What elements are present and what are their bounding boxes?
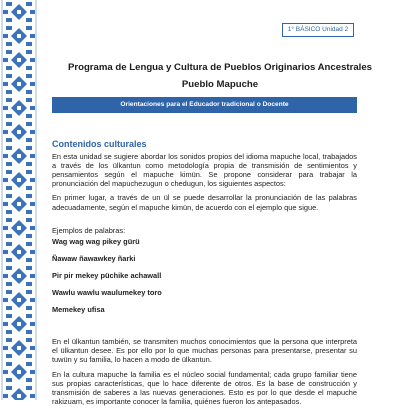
section-title: Contenidos culturales [52,139,147,149]
people-title: Pueblo Mapuche [181,79,259,90]
decorative-border [0,0,38,400]
example-word: Pir pir mekey püchike achawall [52,270,162,280]
grade-unit-badge: 1° BÁSICO Unidad 2 [282,23,354,37]
example-word: Wawlu wawlu waulumekey toro [52,288,162,298]
paragraph: En la cultura mapuche la familia es el núcleo social fundamental; cada grupo familiar tiene sus propias características, que lo hace diferente de otros. Es la base de construcción y transmisión de saberes a las nuevas generaciones. Esto es por lo que desde el mapuche rakizuam, es importante conocer la familia, quiénes fueron los antepasados. [52,369,357,406]
main-content [52,118,357,411]
examples-label: Ejemplos de palabras: [52,225,126,235]
program-title: Programa de Lengua y Cultura de Pueblos Originarios Ancestrales [67,62,373,73]
example-word: Ñawaw ñawawkey ñarki [52,253,136,263]
paragraph: En primer lugar, a través de un ül se puede desarrollar la pronunciación de las palabras adecuadamente, según el mapuche kimün, de acuerdo con el ejemplo que sigue. [52,193,357,212]
paragraph: En el ülkantun también, se transmiten muchos conocimientos que la persona que interpreta el ülkantun desee. Es por ello por lo que muchas personas para presentarse, presentar su tuwün y su familia, lo hacen a modo de ülkantun. [52,337,357,365]
example-word: Memekey ufisa [52,305,105,315]
mapuche-pattern-icon [0,0,38,400]
guidance-banner: Orientaciones para el Educador tradicional o Docente [52,97,357,113]
example-word: Wag wag wag pikey gürü [52,236,140,246]
paragraph: En esta unidad se sugiere abordar los sonidos propios del idioma mapuche local, trabajados a través de los ülkantun como metodología propia de transmisión de sentimientos y pensamientos según el mapuche kimün. Se propone considerar para trabajar la pronunciación del mapuchezugun o chedugun, los siguientes aspectos: [52,152,357,189]
